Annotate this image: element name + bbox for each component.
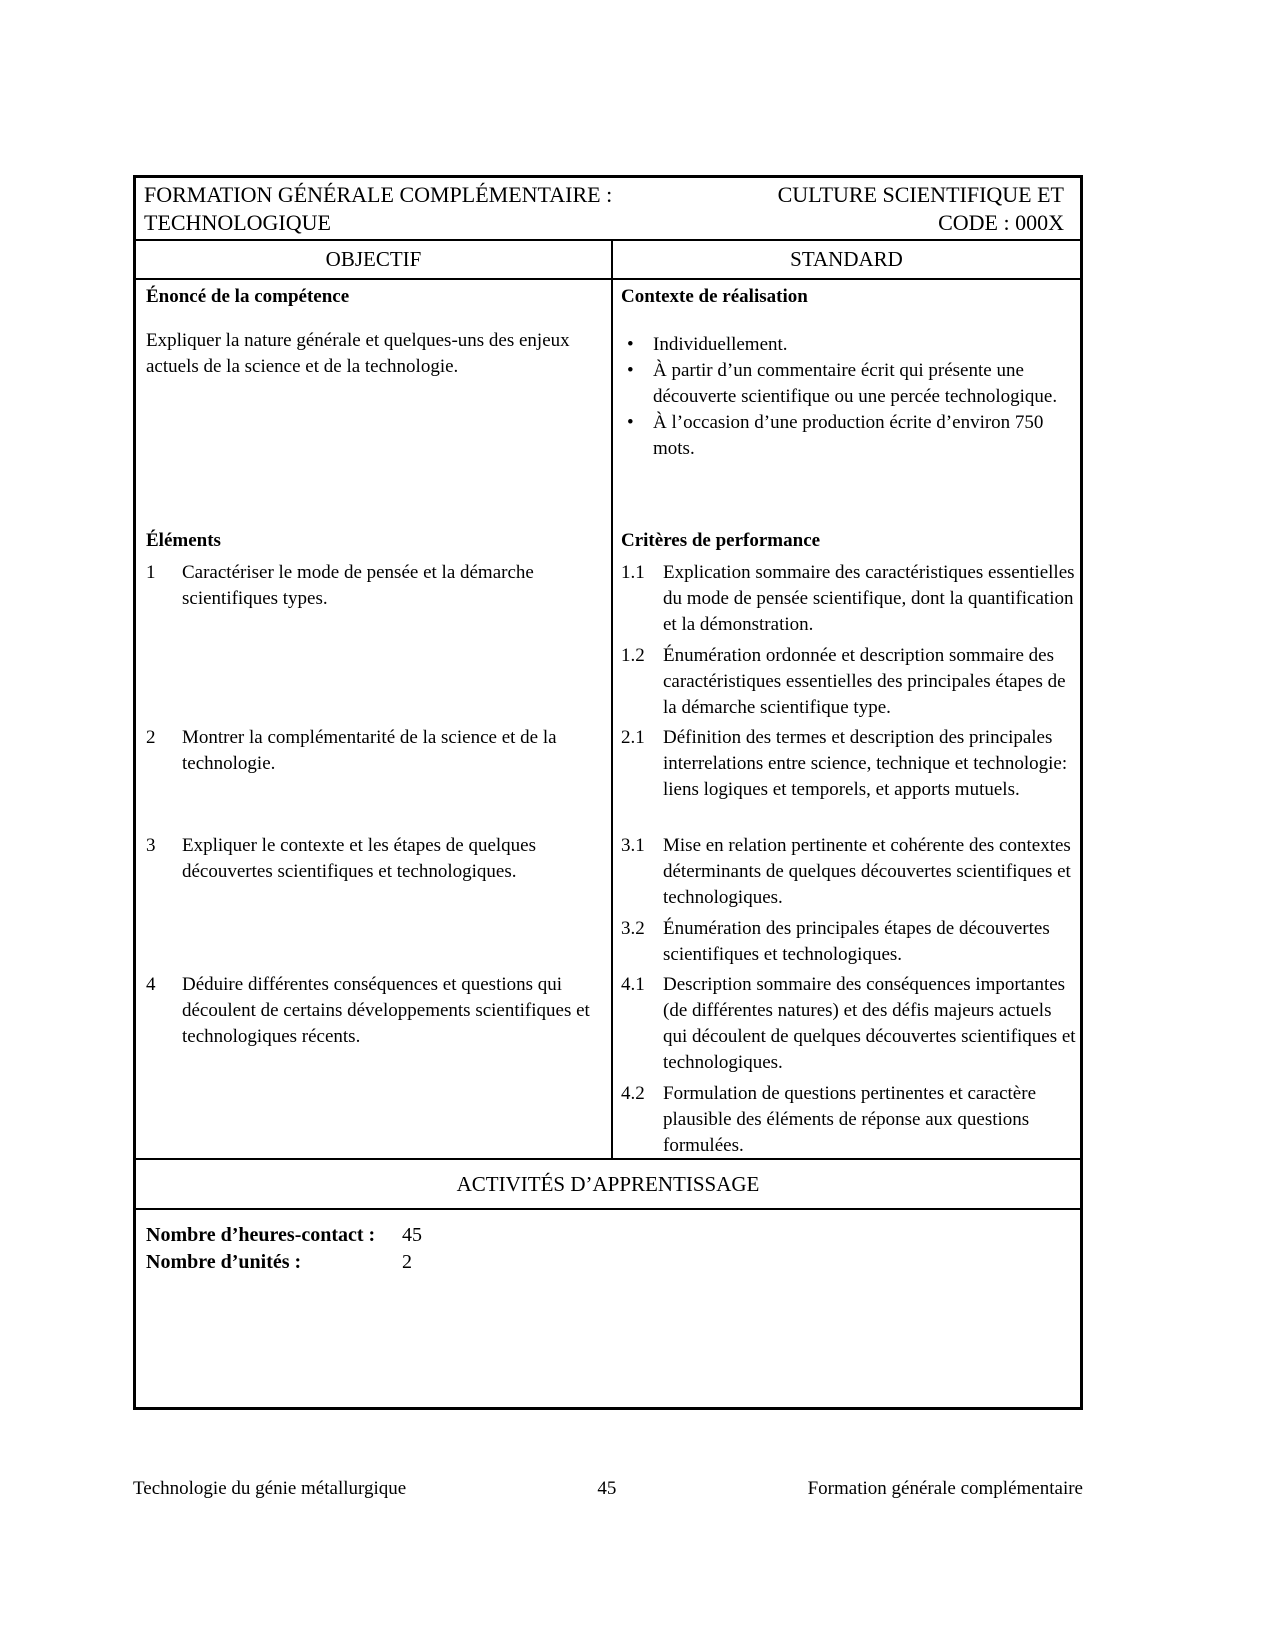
critere-item	[621, 833, 1076, 911]
criteres-cell	[613, 968, 1080, 1159]
critere-number: 4.2	[621, 1083, 645, 1104]
row-element-2	[136, 721, 1080, 829]
critere-number: 3.2	[621, 918, 645, 939]
critere-item	[621, 972, 1076, 1076]
element-text: Expliquer le contexte et les étapes de quelques découvertes scientifiques et technologiques.	[182, 835, 537, 882]
footer-left-text: Technologie du génie métallurgique	[133, 1478, 407, 1499]
criteres-cell	[613, 829, 1080, 968]
critere-text: Mise en relation pertinente et cohérente des contextes déterminants de quelques découvertes scientifiques et technologiques.	[663, 835, 1071, 908]
critere-number: 4.1	[621, 974, 645, 995]
footer-right-text: Formation générale complémentaire	[807, 1478, 1083, 1499]
row-element-1	[136, 556, 1080, 721]
document-header	[136, 178, 1080, 241]
criteres-cell	[613, 721, 1080, 829]
critere-item	[621, 1081, 1076, 1159]
critere-text: Définition des termes et description des principales interrelations entre science, technique et technologie: liens logiques et temporels, et apports mutuels.	[663, 727, 1068, 800]
critere-item	[621, 643, 1076, 721]
critere-item	[621, 560, 1076, 638]
element-cell	[136, 829, 613, 968]
critere-text: Formulation de questions pertinentes et caractère plausible des éléments de réponse aux questions formulées.	[663, 1083, 1037, 1156]
bullet-icon: •	[627, 360, 634, 381]
units-value: 2	[402, 1251, 412, 1273]
bullet-text: À partir d’un commentaire écrit qui présente une découverte scientifique ou une percée technologique.	[653, 360, 1058, 407]
enonce-text: Expliquer la nature générale et quelques-uns des enjeux actuels de la science et de la technologie.	[146, 330, 570, 377]
critere-number: 1.1	[621, 562, 645, 583]
row-element-4	[136, 968, 1080, 1159]
standard-column-header: STANDARD	[790, 247, 903, 271]
units-label: Nombre d’unités :	[146, 1251, 302, 1273]
critere-item	[621, 916, 1076, 968]
critere-item	[621, 725, 1076, 803]
program-title-continued: TECHNOLOGIQUE	[144, 210, 331, 235]
element-number: 1	[146, 562, 156, 583]
enonce-title: Énoncé de la compétence	[146, 286, 350, 307]
course-specification-table	[133, 175, 1083, 1410]
enonce-cell	[136, 280, 613, 526]
element-text: Déduire différentes conséquences et questions qui découlent de certains développements scientifiques et technologiques récents.	[182, 974, 590, 1047]
page-footer	[133, 1478, 1083, 1500]
contexte-title: Contexte de réalisation	[621, 286, 808, 307]
header-line-1	[144, 181, 1064, 209]
element-item	[146, 833, 597, 885]
course-code: CODE : 000X	[938, 210, 1064, 235]
element-cell	[136, 721, 613, 829]
bullet-item	[621, 332, 1076, 358]
critere-text: Explication sommaire des caractéristiques essentielles du mode de pensée scientifique, dont la quantification et la démonstration.	[663, 562, 1075, 635]
element-text: Caractériser le mode de pensée et la démarche scientifiques types.	[182, 562, 534, 609]
criteres-cell	[613, 556, 1080, 721]
objectif-column-header: OBJECTIF	[136, 241, 613, 278]
critere-text: Énumération des principales étapes de découvertes scientifiques et technologiques.	[663, 918, 1050, 965]
bullet-item	[621, 358, 1076, 410]
critere-text: Énumération ordonnée et description sommaire des caractéristiques essentielles des principales étapes de la démarche scientifique type.	[663, 645, 1066, 718]
course-title: CULTURE SCIENTIFIQUE ET	[777, 182, 1064, 207]
element-number: 4	[146, 974, 156, 995]
element-number: 2	[146, 727, 156, 748]
hours-box	[136, 1210, 1080, 1407]
element-cell	[136, 968, 613, 1159]
row-enonce-contexte	[136, 280, 1080, 526]
critere-number: 1.2	[621, 645, 645, 666]
table-body	[136, 280, 1080, 1158]
criteres-title: Critères de performance	[621, 530, 821, 551]
element-item	[146, 972, 597, 1050]
activities-band	[136, 1158, 1080, 1210]
hours-label: Nombre d’heures-contact :	[146, 1224, 376, 1246]
bullet-icon: •	[627, 412, 634, 433]
contexte-cell	[613, 280, 1080, 526]
bullet-icon: •	[627, 334, 634, 355]
bullet-text: À l’occasion d’une production écrite d’environ 750 mots.	[653, 412, 1044, 459]
column-headers	[136, 241, 1080, 280]
critere-text: Description sommaire des conséquences importantes (de différentes natures) et des défis majeurs actuels qui découlent de quelques découvertes scientifiques et technologiques.	[663, 974, 1076, 1073]
hours-value: 45	[402, 1224, 422, 1246]
bullet-text: Individuellement.	[653, 334, 788, 355]
activities-title: ACTIVITÉS D’APPRENTISSAGE	[456, 1171, 760, 1196]
row-element-3	[136, 829, 1080, 968]
element-item	[146, 725, 597, 777]
critere-number: 3.1	[621, 835, 645, 856]
page-number: 45	[597, 1478, 617, 1499]
units-row	[146, 1249, 1080, 1276]
row-section-headers	[136, 526, 1080, 556]
contexte-bullet-list	[621, 332, 1076, 462]
element-text: Montrer la complémentarité de la science et de la technologie.	[182, 727, 557, 774]
critere-number: 2.1	[621, 727, 645, 748]
hours-row	[146, 1222, 1080, 1249]
element-number: 3	[146, 835, 156, 856]
program-title: FORMATION GÉNÉRALE COMPLÉMENTAIRE :	[144, 182, 613, 207]
bullet-item	[621, 410, 1076, 462]
header-line-2	[144, 209, 1064, 237]
elements-title: Éléments	[136, 526, 613, 556]
element-cell	[136, 556, 613, 721]
element-item	[146, 560, 597, 612]
